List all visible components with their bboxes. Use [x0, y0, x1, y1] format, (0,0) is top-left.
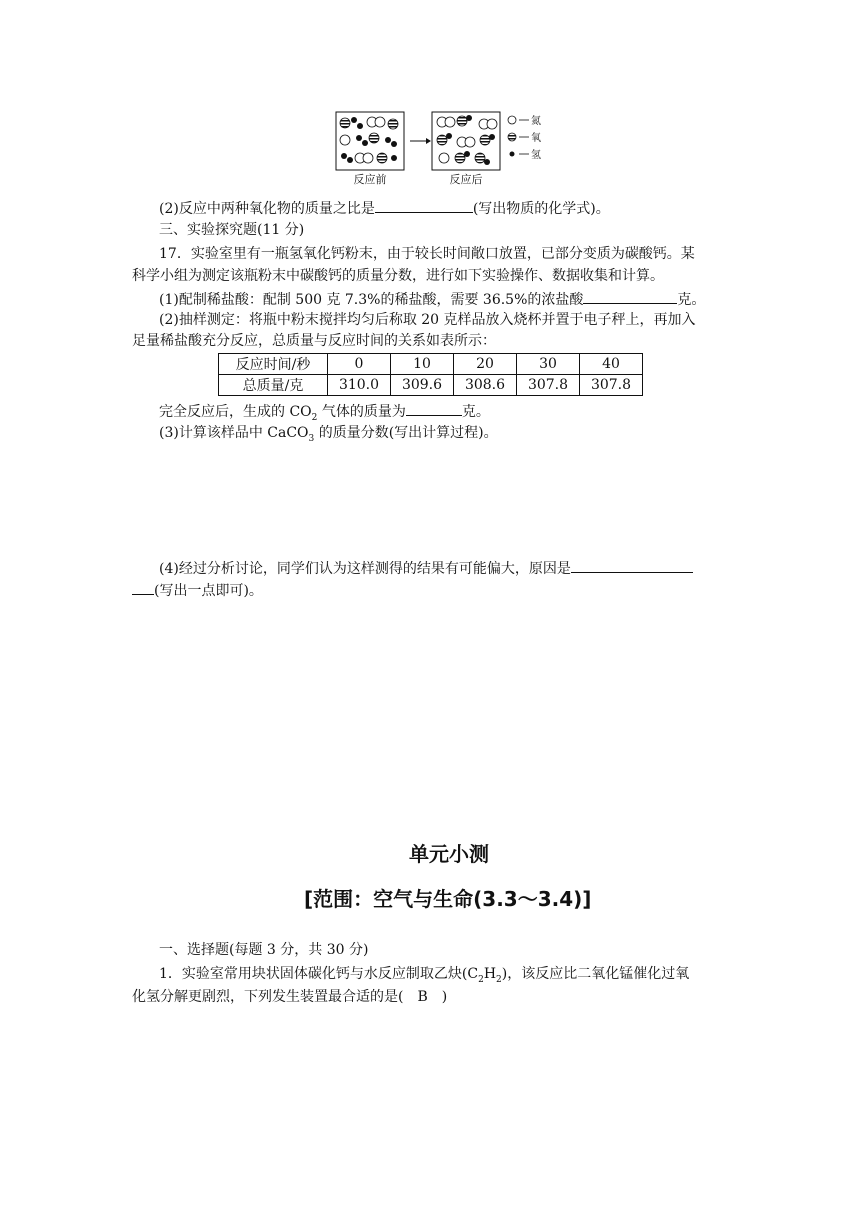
table-cell: 40: [580, 354, 643, 375]
q17-part2-line1: (2)抽样测定：将瓶中粉末搅拌均匀后称取 20 克样品放入烧杯并置于电子秤上，再加入: [159, 312, 696, 328]
table-cell: 308.6: [454, 375, 517, 396]
subscript: 3: [308, 433, 315, 444]
q1-text2: )，该反应比二氧化锰催化过氧: [501, 966, 690, 982]
q17-intro-line2: 科学小组为测定该瓶粉末中碳酸钙的质量分数，进行如下实验操作、数据收集和计算。: [132, 268, 664, 284]
q1-line2: 化氢分解更剧烈，下列发生装置最合适的是( B ): [132, 989, 448, 1005]
table-cell: 307.8: [580, 375, 643, 396]
q1-h: H: [483, 966, 497, 982]
section1-heading: 一、选择题(每题 3 分，共 30 分): [159, 942, 369, 958]
legend-oxygen-symbol: [508, 133, 516, 141]
q16-part2: [159, 198, 610, 219]
legend: [508, 114, 541, 161]
legend-nitrogen-label: 氮: [531, 116, 541, 127]
table-cell: 10: [391, 354, 454, 375]
q17-part4-text: (4)经过分析讨论，同学们认为这样测得的结果有可能偏大，原因是: [159, 561, 571, 577]
q17-co2-text: 完全反应后，生成的 CO: [159, 404, 312, 420]
answer-blank[interactable]: [375, 198, 473, 213]
table-header-mass: 总质量/克: [219, 375, 328, 396]
subscript: 2: [496, 974, 502, 985]
answer-blank[interactable]: [406, 401, 462, 416]
q16-part2-text: (2)反应中两种氧化物的质量之比是: [159, 201, 375, 217]
table-cell: 0: [328, 354, 391, 375]
legend-oxygen-label: 氧: [531, 133, 541, 144]
unit-title: 单元小测: [409, 842, 489, 866]
table-cell: 309.6: [391, 375, 454, 396]
table-row: [219, 354, 643, 375]
mass-time-table: [218, 353, 643, 396]
legend-nitrogen-symbol: [508, 116, 516, 124]
q17-part1-text: (1)配制稀盐酸：配制 500 克 7.3%的稀盐酸，需要 36.5%的浓盐酸: [159, 292, 584, 308]
q17-part4-line2: [132, 580, 263, 601]
table-header-time: 反应时间/秒: [219, 354, 328, 375]
q17-part4-line1: [159, 558, 693, 579]
q17-part3: [159, 423, 498, 449]
legend-hydrogen-symbol: [510, 152, 515, 157]
section3-heading: 三、实验探究题(11 分): [159, 222, 305, 238]
answer-blank[interactable]: [583, 289, 677, 304]
q17-part1-unit: 克。: [677, 292, 706, 308]
answer-blank[interactable]: [571, 558, 693, 573]
q17-part3-text: (3)计算该样品中 CaCO: [159, 425, 309, 441]
q17-intro-line1: 17．实验室里有一瓶氢氧化钙粉末，由于较长时间敞口放置，已部分变质为碳酸钙。某: [159, 246, 695, 262]
table-cell: 310.0: [328, 375, 391, 396]
q17-part1: [159, 289, 705, 310]
q17-co2-text2: 气体的质量为: [317, 404, 406, 420]
q17-part2-line2: 足量稀盐酸充分反应，总质量与反应时间的关系如表所示：: [132, 333, 496, 349]
table-cell: 30: [517, 354, 580, 375]
q17-co2-unit: 克。: [461, 404, 490, 420]
table-row: [219, 375, 643, 396]
q17-part3-text2: 的质量分数(写出计算过程)。: [314, 425, 498, 441]
answer-blank[interactable]: [132, 580, 154, 595]
q16-part2-note: (写出物质的化学式)。: [472, 201, 610, 217]
q1-line1: [159, 964, 689, 990]
after-label: 反应后: [449, 173, 483, 186]
q1-text: 1．实验室常用块状固体碳化钙与水反应制取乙炔(C: [159, 966, 479, 982]
unit-scope: [范围：空气与生命(3.3～3.4)]: [304, 887, 592, 911]
subscript: 2: [311, 412, 318, 423]
before-label: 反应前: [353, 173, 387, 186]
table-cell: 307.8: [517, 375, 580, 396]
reaction-diagram: [330, 108, 560, 188]
subscript: 2: [478, 974, 484, 985]
legend-hydrogen-label: 氢: [531, 150, 541, 161]
q17-part4-note: (写出一点即可)。: [154, 583, 263, 599]
table-cell: 20: [454, 354, 517, 375]
